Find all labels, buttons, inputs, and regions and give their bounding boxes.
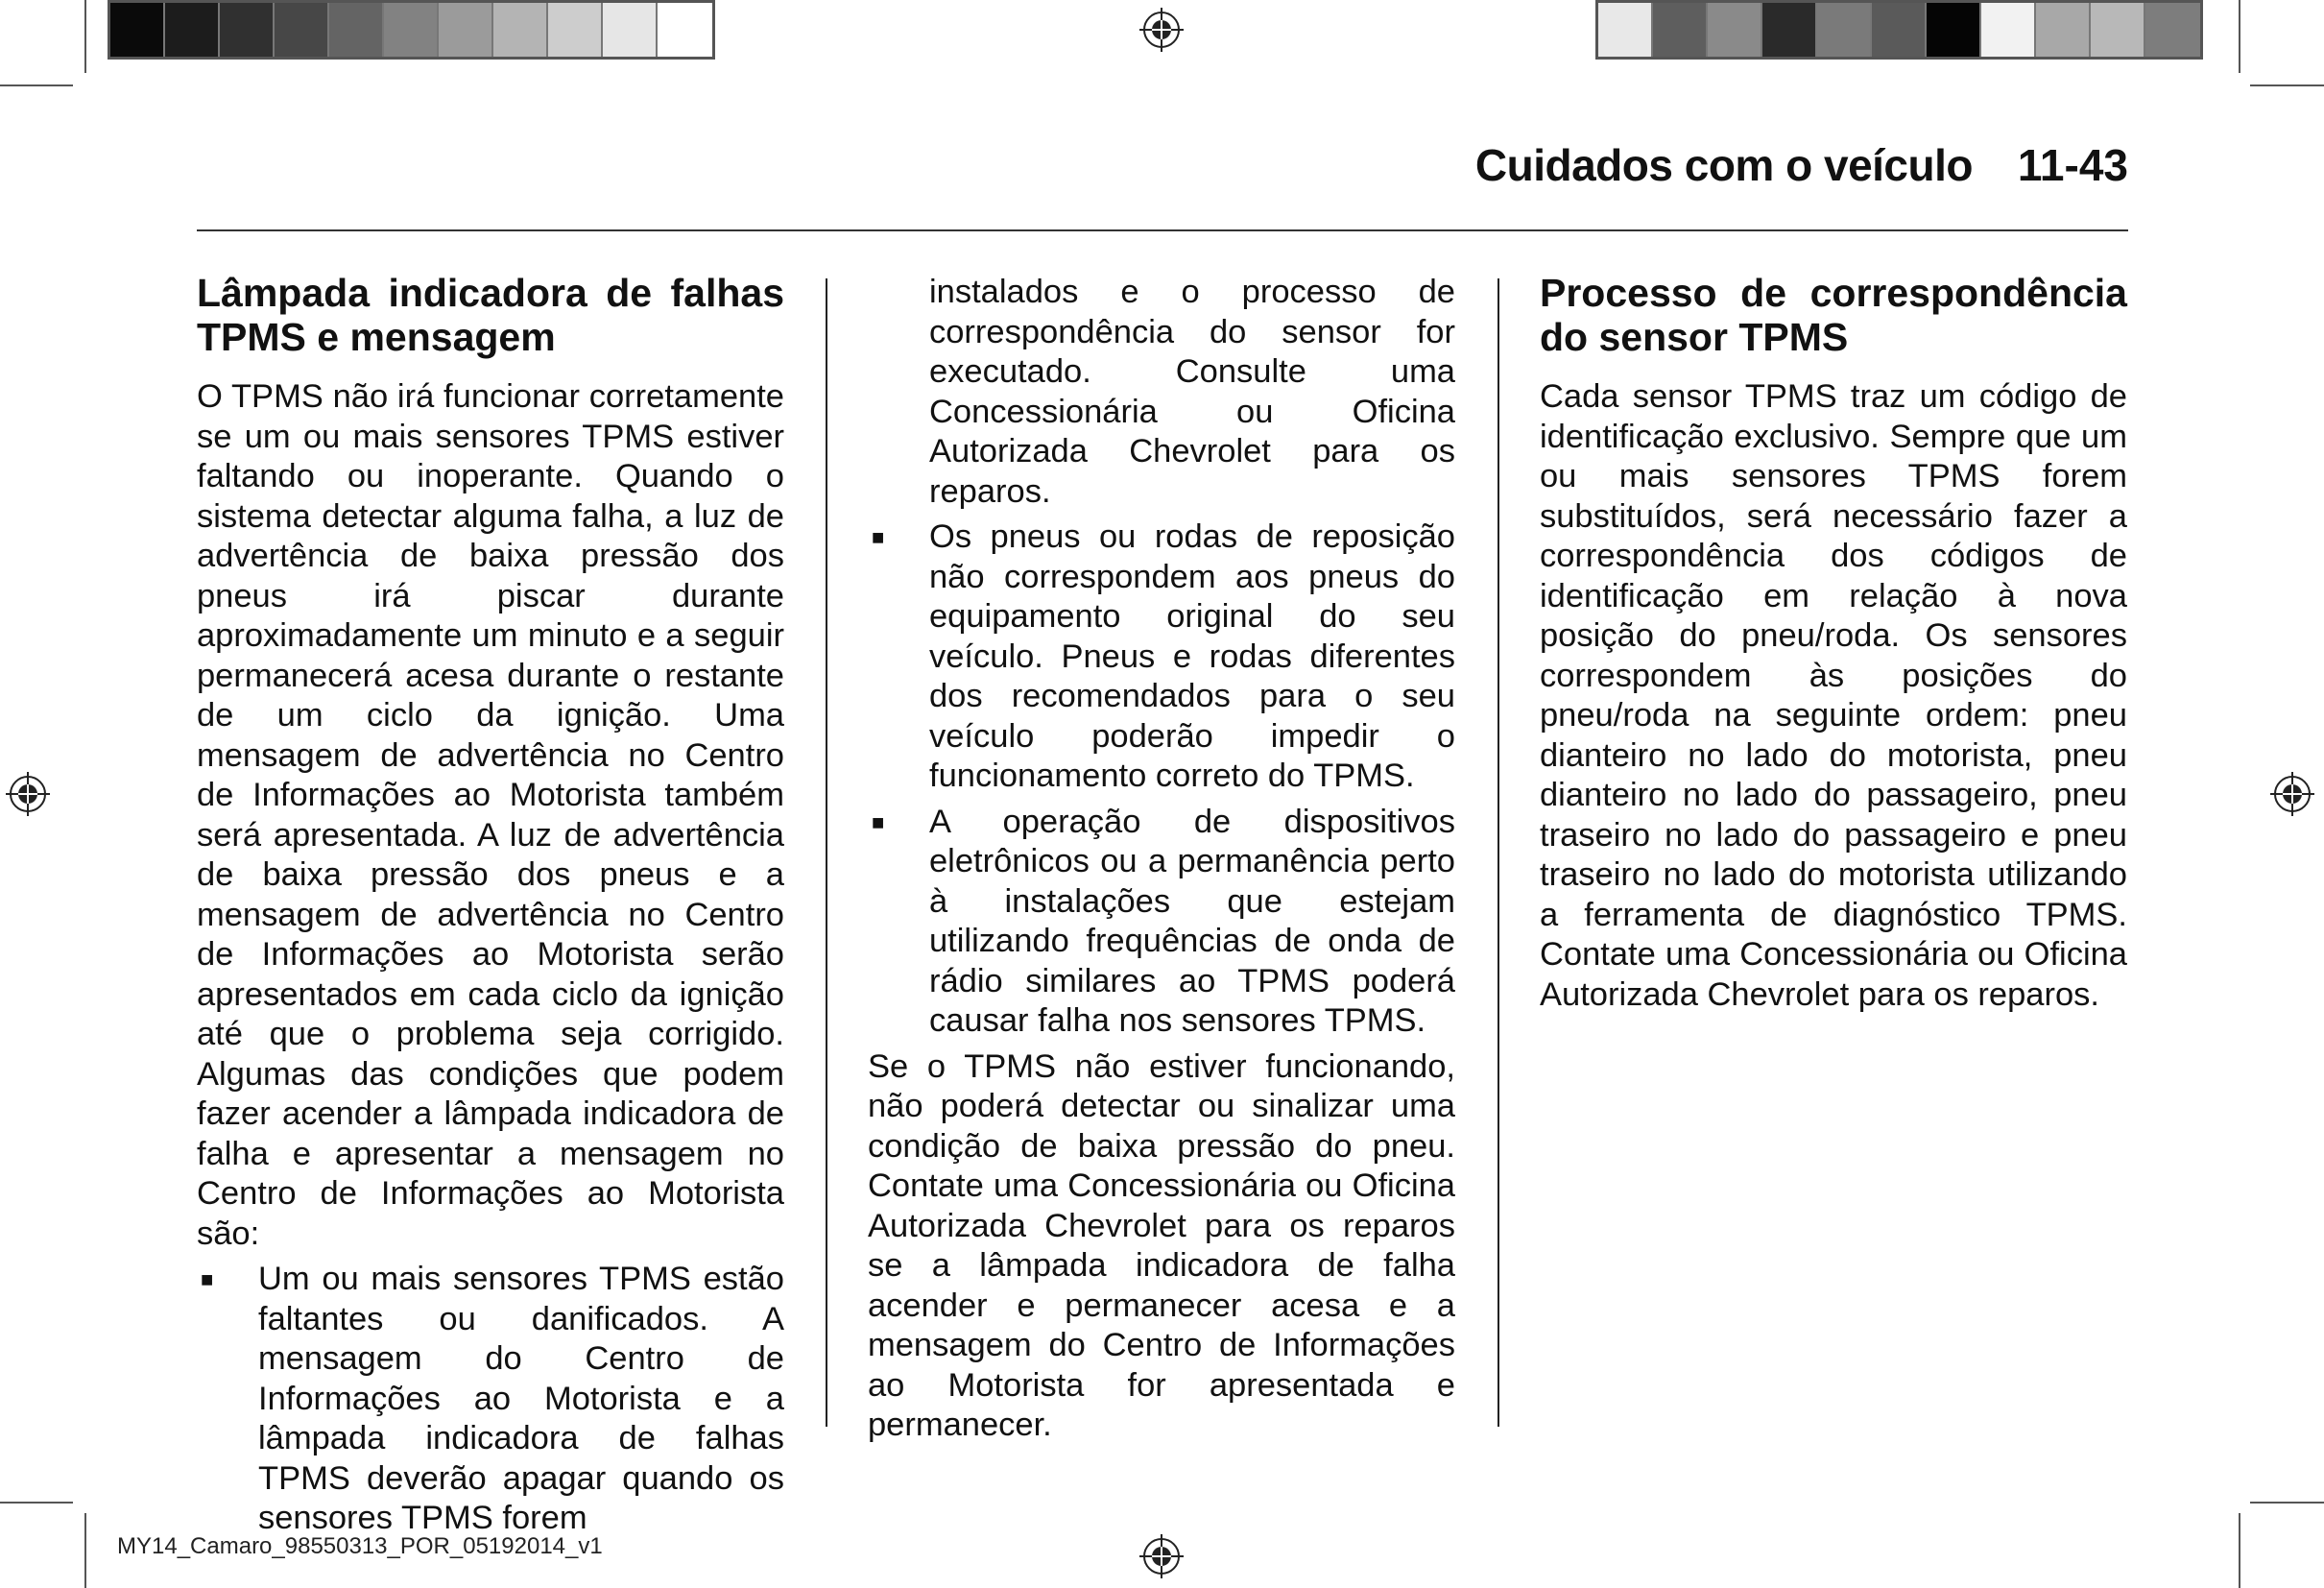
color-swatch xyxy=(1927,3,1981,57)
column-middle xyxy=(868,273,1455,1446)
color-swatch xyxy=(1598,3,1653,57)
color-swatch xyxy=(1872,3,1927,57)
body-paragraph: Se o TPMS não estiver funcionando, não poderá detectar ou sinalizar uma condição de baixa pressão do pneu. Contate uma Concessionária ou Oficina Autorizada Chevrolet para os reparos se a lâmpada indicadora de falha acender e permanecer acesa e a mensagem do Centro de Informações ao Motorista for apresentada e permanecer. xyxy=(868,1047,1455,1443)
color-swatch xyxy=(439,3,493,57)
crop-mark xyxy=(2250,84,2324,86)
color-swatch xyxy=(1981,3,2036,57)
section-title: Cuidados com o veículo xyxy=(1474,140,1973,190)
color-swatch xyxy=(2091,3,2145,57)
color-calibration-bar-right xyxy=(1595,0,2203,60)
color-swatch xyxy=(548,3,603,57)
registration-mark-icon xyxy=(1139,8,1184,52)
print-file-id: MY14_Camaro_98550313_POR_05192014_v1 xyxy=(117,1533,603,1559)
color-swatch xyxy=(275,3,329,57)
color-swatch xyxy=(1653,3,1708,57)
color-swatch xyxy=(329,3,384,57)
color-swatch xyxy=(2145,3,2200,57)
color-swatch xyxy=(1762,3,1817,57)
section-heading: Processo de correspondência do sensor TPMS xyxy=(1540,271,2127,359)
crop-mark xyxy=(2239,1513,2240,1588)
crop-mark xyxy=(2239,0,2240,73)
bullet-item: ■ A operação de dispositivos eletrônicos ou a permanência perto à instalações que estejam utilizando frequências de onda de rádio similares ao TPMS poderá causar falha nos sensores TPMS. xyxy=(868,803,1455,1042)
bullet-item-continued: instalados e o processo de correspondência do sensor for executado. Consulte uma Concessionária ou Oficina Autorizada Chevrolet para os reparos. xyxy=(929,274,1455,510)
header-divider xyxy=(197,229,2128,231)
color-swatch xyxy=(658,3,712,57)
body-paragraph: O TPMS não irá funcionar corretamente se um ou mais sensores TPMS estiver faltando ou inoperante. Quando o sistema detectar alguma falha, a luz de advertência de baixa pressão dos pneus irá piscar durante aproximadamente um minuto e a seguir permanecerá acesa durante o restante de um ciclo da ignição. Uma mensagem de advertência no Centro de Informações ao Motorista também será apresentada. A luz de advertência de baixa pressão dos pneus e a mensagem de advertência no Centro de Informações ao Motorista serão apresentados em cada ciclo da ignição até que o problema seja corrigido. Algumas das condições que podem fazer acender a lâmpada indicadora de falha e apresentar a mensagem no Centro de Informações ao Motorista são: xyxy=(197,378,784,1252)
registration-mark-icon xyxy=(2270,772,2314,816)
column-divider xyxy=(826,278,827,1427)
color-swatch xyxy=(2036,3,2091,57)
column-divider xyxy=(1497,278,1499,1427)
page-number: 11-43 xyxy=(2017,140,2128,190)
bullet-item: ■ Um ou mais sensores TPMS estão faltantes ou danificados. A mensagem do Centro de Informações ao Motorista e a lâmpada indicadora de falhas TPMS deverão apagar quando os sensores TPMS forem xyxy=(197,1260,784,1539)
crop-mark xyxy=(0,1502,73,1504)
crop-mark xyxy=(84,1513,86,1588)
crop-mark xyxy=(0,84,73,86)
color-swatch xyxy=(384,3,439,57)
section-heading: Lâmpada indicadora de falhas TPMS e mensagem xyxy=(197,271,784,359)
registration-mark-icon xyxy=(1139,1534,1184,1578)
crop-mark xyxy=(84,0,86,73)
color-swatch xyxy=(1817,3,1872,57)
color-swatch xyxy=(603,3,658,57)
color-calibration-bar-left xyxy=(108,0,715,60)
color-swatch xyxy=(220,3,275,57)
crop-mark xyxy=(2250,1502,2324,1504)
color-swatch xyxy=(1708,3,1762,57)
color-swatch xyxy=(493,3,548,57)
column-right xyxy=(1540,271,2127,1015)
column-left xyxy=(197,271,784,1545)
color-swatch xyxy=(165,3,220,57)
bullet-item: ■ Os pneus ou rodas de reposição não correspondem aos pneus do equipamento original do seu veículo. Pneus e rodas diferentes dos recomendados para o seu veículo poderão impedir o funcionamento correto do TPMS. xyxy=(868,517,1455,797)
registration-mark-icon xyxy=(6,772,50,816)
color-swatch xyxy=(110,3,165,57)
body-paragraph: Cada sensor TPMS traz um código de identificação exclusivo. Sempre que um ou mais sensores TPMS forem substituídos, será necessário fazer a correspondência dos códigos de identificação em relação à nova posição do pneu/roda. Os sensores correspondem às posições do pneu/roda na seguinte ordem: pneu dianteiro no lado do motorista, pneu dianteiro no lado do passageiro, pneu traseiro no lado do passageiro e pneu traseiro no lado do motorista utilizando a ferramenta de diagnóstico TPMS. Contate uma Concessionária ou Oficina Autorizada Chevrolet para os reparos. xyxy=(1540,378,2127,1013)
